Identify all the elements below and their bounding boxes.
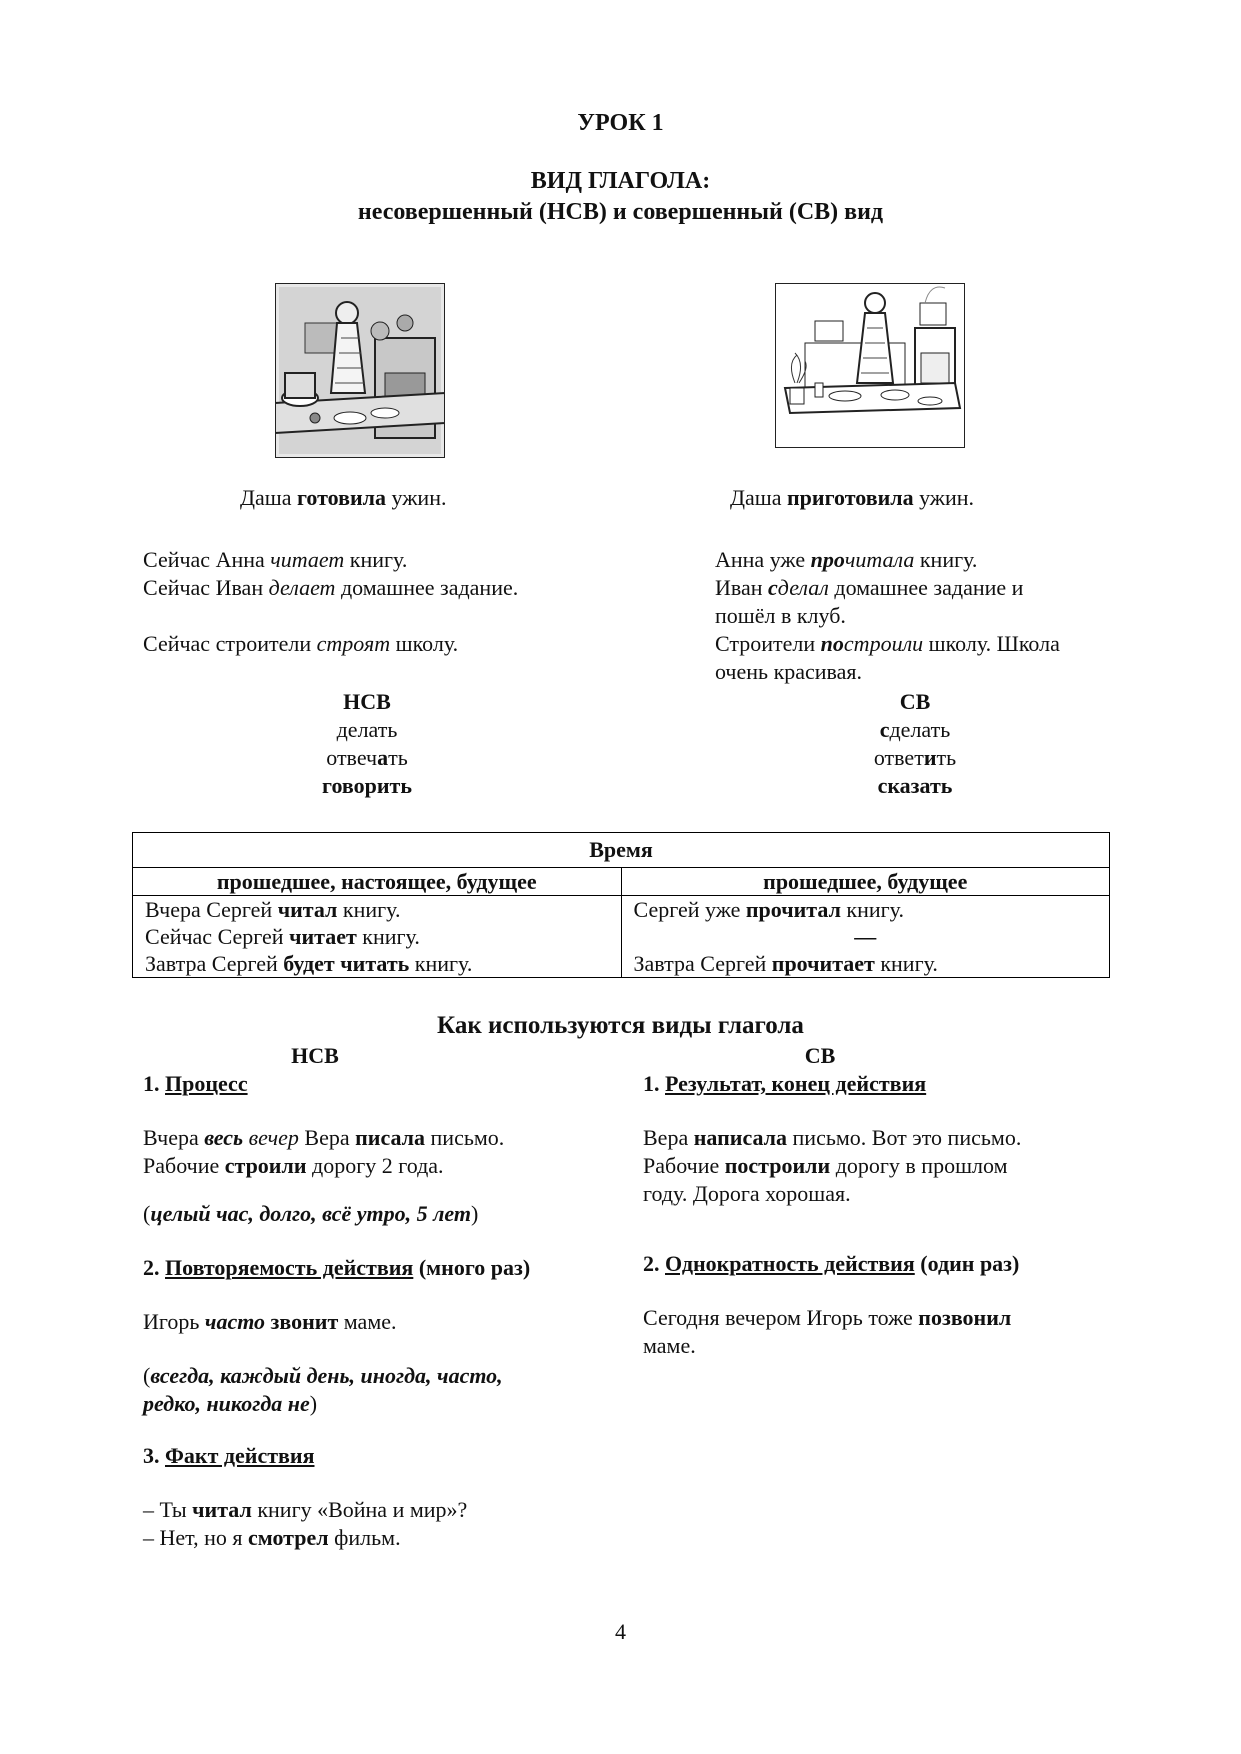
usage-nsv-heading: НСВ bbox=[291, 1043, 339, 1068]
process-heading: 1. Процесс bbox=[143, 1071, 248, 1096]
nsv-verb-3: говорить bbox=[322, 773, 412, 798]
topic-title: ВИД ГЛАГОЛА: bbox=[530, 168, 711, 194]
table-col-nsv: прошедшее, настоящее, будущее bbox=[133, 868, 622, 896]
nsv-heading: НСВ bbox=[343, 689, 391, 714]
repetition-note-2: редко, никогда не) bbox=[143, 1391, 318, 1416]
example-right-3: пошёл в клуб. bbox=[715, 603, 846, 628]
topic-subtitle: несовершенный (НСВ) и совершенный (СВ) вид bbox=[357, 199, 884, 225]
cooking-illustration bbox=[275, 283, 445, 458]
table-cell-nsv: Вчера Сергей читал книгу. Сейчас Сергей читает книгу. Завтра Сергей будет читать книгу. bbox=[133, 896, 622, 978]
fact-heading: 3. Факт действия bbox=[143, 1443, 315, 1468]
single-action-example-1: Сегодня вечером Игорь тоже позвонил bbox=[643, 1305, 1012, 1330]
fact-example-2: – Нет, но я смотрел фильм. bbox=[143, 1525, 401, 1550]
page-number: 4 bbox=[615, 1619, 626, 1644]
example-right-5: очень красивая. bbox=[715, 659, 863, 684]
sv-verb-1: сделать bbox=[879, 717, 951, 742]
result-example-3: году. Дорога хорошая. bbox=[643, 1181, 851, 1206]
usage-sv-heading: СВ bbox=[804, 1043, 836, 1068]
example-right-1: Анна уже прочитала книгу. bbox=[715, 547, 978, 572]
process-example-1: Вчера весь вечер Вера писала письмо. bbox=[143, 1125, 505, 1150]
repetition-heading: 2. Повторяемость действия (много раз) bbox=[143, 1255, 531, 1280]
single-action-example-2: маме. bbox=[643, 1333, 696, 1358]
process-note: (целый час, долго, всё утро, 5 лет) bbox=[143, 1201, 479, 1226]
example-left-1: Сейчас Анна читает книгу. bbox=[143, 547, 408, 572]
table-cell-sv: Сергей уже прочитал книгу. — Завтра Сергей прочитает книгу. bbox=[621, 896, 1110, 978]
sv-verb-2: ответить bbox=[873, 745, 957, 770]
process-example-2: Рабочие строили дорогу 2 года. bbox=[143, 1153, 444, 1178]
example-left-3: Сейчас строители строят школу. bbox=[143, 631, 459, 656]
table-title: Время bbox=[133, 833, 1110, 868]
repetition-example: Игорь часто звонит маме. bbox=[143, 1309, 397, 1334]
sv-verb-3: сказать bbox=[877, 773, 953, 798]
lesson-title: УРОК 1 bbox=[577, 110, 664, 136]
result-example-1: Вера написала письмо. Вот это письмо. bbox=[643, 1125, 1022, 1150]
fact-example-1: – Ты читал книгу «Война и мир»? bbox=[143, 1497, 468, 1522]
result-heading: 1. Результат, конец действия bbox=[643, 1071, 927, 1096]
caption-right: Даша приготовила ужин. bbox=[730, 485, 975, 510]
usage-title: Как используются виды глагола bbox=[437, 1012, 804, 1039]
example-right-4: Строители построили школу. Школа bbox=[715, 631, 1060, 656]
tense-table bbox=[132, 832, 1110, 978]
setting-table-illustration bbox=[775, 283, 965, 448]
example-left-2: Сейчас Иван делает домашнее задание. bbox=[143, 575, 519, 600]
repetition-note-1: (всегда, каждый день, иногда, часто, bbox=[143, 1363, 503, 1388]
nsv-verb-2: отвечать bbox=[326, 745, 408, 770]
table-col-sv: прошедшее, будущее bbox=[621, 868, 1110, 896]
caption-left: Даша готовила ужин. bbox=[240, 485, 447, 510]
single-action-heading: 2. Однократность действия (один раз) bbox=[643, 1251, 1020, 1276]
nsv-verb-1: делать bbox=[336, 717, 398, 742]
result-example-2: Рабочие построили дорогу в прошлом bbox=[643, 1153, 1008, 1178]
example-right-2: Иван сделал домашнее задание и bbox=[715, 575, 1024, 600]
sv-heading: СВ bbox=[899, 689, 931, 714]
